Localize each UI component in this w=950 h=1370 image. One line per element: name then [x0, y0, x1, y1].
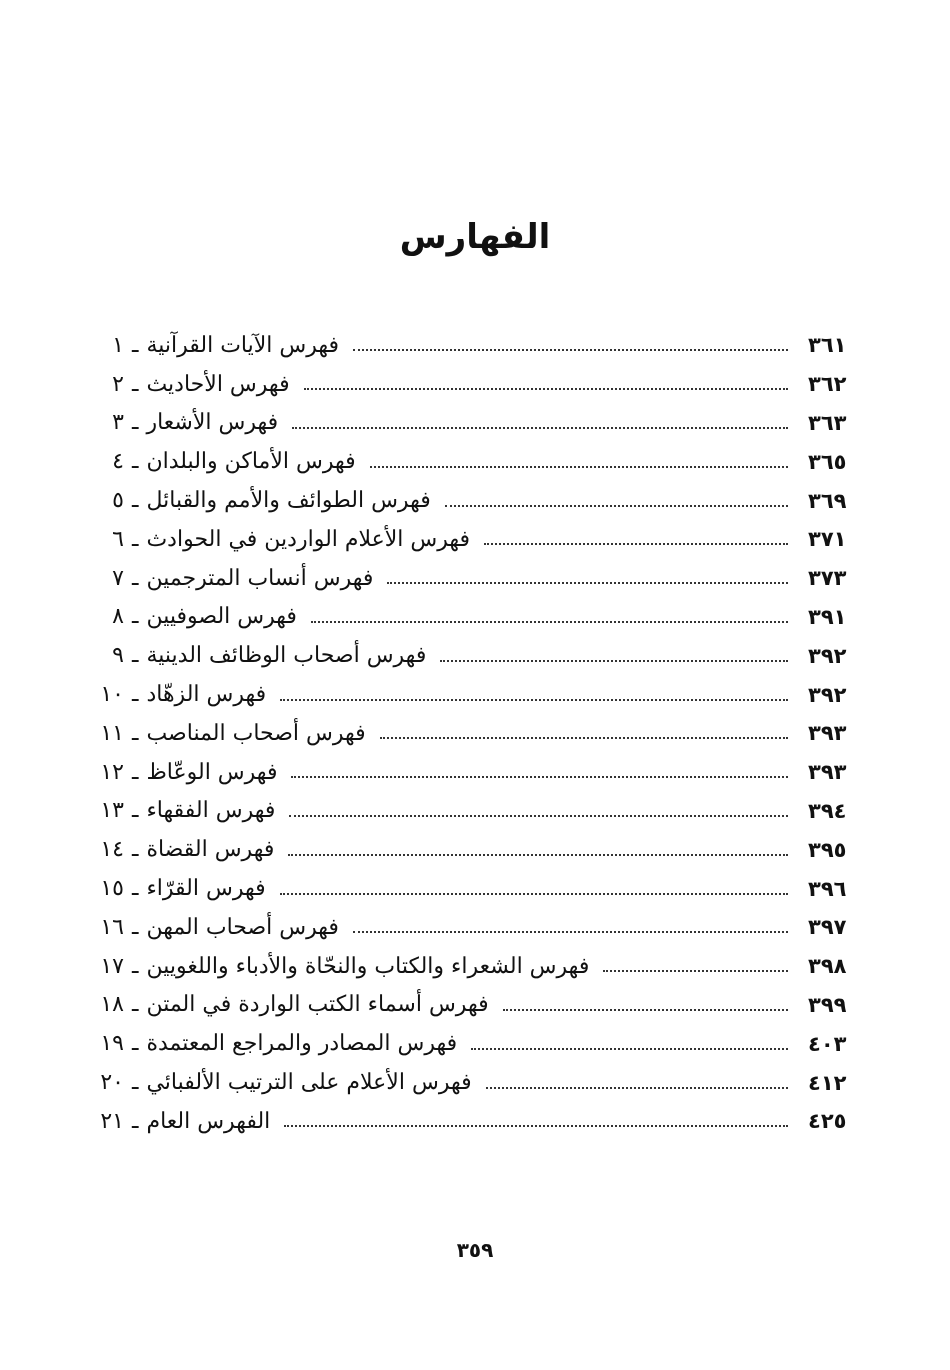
- entry-separator: ـ: [132, 565, 139, 591]
- entry-number: ١: [112, 332, 124, 358]
- entry-separator: ـ: [132, 682, 139, 708]
- toc-entry: [100, 1063, 852, 1102]
- entry-separator: ـ: [132, 643, 139, 669]
- entry-title: فهرس أصحاب المهن: [146, 914, 339, 940]
- toc-entry: [100, 559, 852, 598]
- entry-title: فهرس الشعراء والكتاب والنحّاة والأدباء واللغويين: [146, 953, 590, 979]
- entry-number: ١٧: [100, 953, 124, 979]
- dot-leader: [380, 737, 788, 739]
- entry-title: فهرس القضاة: [146, 837, 275, 863]
- entry-page-number: ٣٦١: [808, 333, 847, 358]
- entry-page-number: ٤١٢: [808, 1070, 847, 1095]
- dot-leader: [484, 543, 788, 545]
- entry-title: فهرس المصادر والمراجع المعتمدة: [146, 1031, 458, 1057]
- dot-leader: [280, 699, 788, 701]
- entry-title: فهرس الصوفيين: [146, 604, 297, 630]
- entry-number: ٨: [112, 604, 124, 630]
- entry-page-number: ٣٩٨: [808, 954, 847, 979]
- table-of-contents: [100, 326, 852, 1141]
- entry-page-number: ٣٩٥: [808, 837, 847, 862]
- entry-title: فهرس الآيات القرآنية: [146, 332, 340, 358]
- entry-separator: ـ: [132, 371, 139, 397]
- entry-page-number: ٤٢٥: [808, 1109, 847, 1134]
- dot-leader: [503, 1009, 788, 1011]
- entry-page-number: ٣٩٣: [808, 760, 847, 785]
- page-title: الفهارس: [399, 217, 551, 257]
- toc-entry: [100, 753, 852, 792]
- entry-title: فهرس الأشعار: [146, 410, 279, 436]
- entry-number: ٢: [112, 371, 124, 397]
- toc-entry: [100, 1024, 852, 1063]
- entry-page-number: ٣٩٤: [808, 798, 847, 823]
- entry-title: الفهرس العام: [146, 1108, 271, 1134]
- entry-separator: ـ: [132, 876, 139, 902]
- entry-title: فهرس الطوائف والأمم والقبائل: [146, 488, 431, 514]
- toc-entry: [100, 830, 852, 869]
- entry-page-number: ٣٩٣: [808, 721, 847, 746]
- toc-entry: [100, 598, 852, 637]
- dot-leader: [289, 815, 788, 817]
- entry-page-number: ٣٦٥: [808, 449, 847, 474]
- entry-title: فهرس الوعّاظ: [146, 759, 278, 785]
- entry-number: ١٣: [100, 798, 124, 824]
- entry-separator: ـ: [132, 332, 139, 358]
- toc-entry: [100, 636, 852, 675]
- entry-title: فهرس أصحاب الوظائف الدينية: [146, 643, 427, 669]
- dot-leader: [370, 466, 788, 468]
- toc-entry: [100, 326, 852, 365]
- entry-page-number: ٣٩٢: [808, 643, 847, 668]
- entry-separator: ـ: [132, 953, 139, 979]
- toc-entry: [100, 365, 852, 404]
- entry-separator: ـ: [132, 526, 139, 552]
- toc-entry: [100, 1102, 852, 1141]
- dot-leader: [280, 893, 788, 895]
- entry-separator: ـ: [132, 1031, 139, 1057]
- entry-title: فهرس الأعلام الواردين في الحوادث: [146, 526, 471, 552]
- entry-separator: ـ: [132, 449, 139, 475]
- dot-leader: [486, 1087, 788, 1089]
- entry-page-number: ٣٦٢: [808, 372, 847, 397]
- entry-separator: ـ: [132, 759, 139, 785]
- entry-number: ١٤: [100, 837, 124, 863]
- entry-title: فهرس الأعلام على الترتيب الألفبائي: [146, 1070, 472, 1096]
- toc-entry: [100, 520, 852, 559]
- toc-entry: [100, 986, 852, 1025]
- entry-page-number: ٣٦٩: [808, 488, 847, 513]
- entry-title: فهرس أنساب المترجمين: [146, 565, 374, 591]
- entry-number: ٢٠: [100, 1070, 124, 1096]
- toc-entry: [100, 869, 852, 908]
- entry-separator: ـ: [132, 488, 139, 514]
- entry-number: ٢١: [100, 1108, 124, 1134]
- entry-title: فهرس أصحاب المناصب: [146, 720, 366, 746]
- entry-separator: ـ: [132, 720, 139, 746]
- toc-entry: [100, 675, 852, 714]
- entry-page-number: ٣٩٩: [808, 992, 847, 1017]
- entry-separator: ـ: [132, 1108, 139, 1134]
- entry-title: فهرس أسماء الكتب الواردة في المتن: [146, 992, 489, 1018]
- entry-number: ١١: [100, 720, 124, 746]
- entry-separator: ـ: [132, 992, 139, 1018]
- entry-page-number: ٣٩١: [808, 604, 847, 629]
- entry-title: فهرس الفقهاء: [146, 798, 276, 824]
- entry-page-number: ٣٩٧: [808, 915, 847, 940]
- entry-number: ١٥: [100, 876, 124, 902]
- entry-page-number: ٣٧٣: [808, 566, 847, 591]
- entry-page-number: ٣٩٢: [808, 682, 847, 707]
- entry-title: فهرس القرّاء: [146, 876, 266, 902]
- entry-number: ١٠: [100, 682, 124, 708]
- dot-leader: [603, 970, 788, 972]
- entry-number: ١٨: [100, 992, 124, 1018]
- dot-leader: [311, 621, 788, 623]
- toc-entry: [100, 442, 852, 481]
- dot-leader: [284, 1125, 788, 1127]
- entry-separator: ـ: [132, 604, 139, 630]
- entry-number: ٤: [112, 449, 124, 475]
- entry-number: ٥: [112, 488, 124, 514]
- entry-title: فهرس الأماكن والبلدان: [146, 449, 356, 475]
- toc-entry: [100, 947, 852, 986]
- toc-entry: [100, 404, 852, 443]
- entry-separator: ـ: [132, 1070, 139, 1096]
- dot-leader: [471, 1048, 788, 1050]
- entry-page-number: ٣٦٣: [808, 410, 847, 435]
- entry-title: فهرس الزهّاد: [146, 682, 267, 708]
- entry-number: ١٩: [100, 1031, 124, 1057]
- entry-page-number: ٣٩٦: [808, 876, 847, 901]
- entry-page-number: ٤٠٣: [808, 1031, 847, 1056]
- entry-number: ٦: [112, 526, 124, 552]
- dot-leader: [292, 427, 788, 429]
- dot-leader: [288, 854, 788, 856]
- dot-leader: [353, 931, 788, 933]
- toc-entry: [100, 792, 852, 831]
- toc-entry: [100, 481, 852, 520]
- dot-leader: [387, 582, 788, 584]
- entry-number: ٩: [112, 643, 124, 669]
- dot-leader: [291, 776, 788, 778]
- entry-title: فهرس الأحاديث: [146, 371, 290, 397]
- dot-leader: [304, 388, 788, 390]
- entry-page-number: ٣٧١: [808, 527, 847, 552]
- toc-entry: [100, 908, 852, 947]
- entry-separator: ـ: [132, 798, 139, 824]
- toc-entry: [100, 714, 852, 753]
- entry-number: ٧: [112, 565, 124, 591]
- entry-separator: ـ: [132, 914, 139, 940]
- entry-number: ١٢: [100, 759, 124, 785]
- entry-separator: ـ: [132, 410, 139, 436]
- page-number: ٣٥٩: [456, 1238, 494, 1262]
- entry-separator: ـ: [132, 837, 139, 863]
- dot-leader: [353, 349, 788, 351]
- dot-leader: [445, 505, 788, 507]
- dot-leader: [440, 660, 788, 662]
- entry-number: ٣: [112, 410, 124, 436]
- entry-number: ١٦: [100, 914, 124, 940]
